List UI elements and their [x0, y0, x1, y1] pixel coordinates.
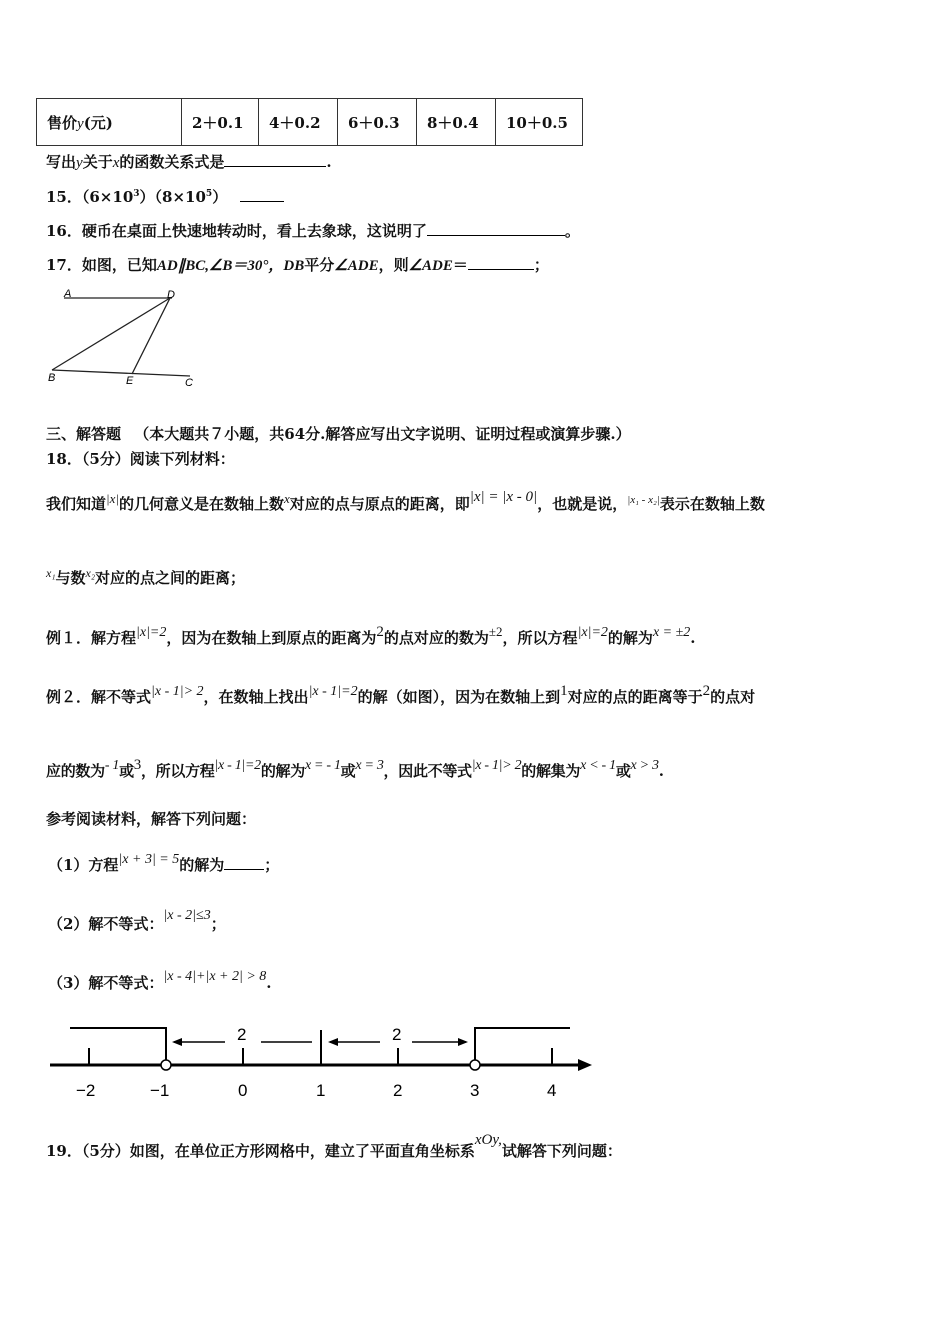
q-end: ；	[533, 256, 549, 274]
q-text: 16．硬币在桌面上快速地转动时，看上去象球，这说明了	[46, 222, 427, 240]
v: x	[112, 155, 120, 171]
label-c: C	[185, 377, 193, 389]
tick-label: 3	[470, 1081, 480, 1100]
tick-label: 0	[238, 1081, 248, 1100]
tick-labels	[76, 1081, 556, 1100]
q-text: ＝	[452, 256, 468, 274]
table-row	[37, 99, 583, 146]
t: ，也就是说，	[537, 495, 628, 513]
t: 对应的点的距离等于	[567, 688, 703, 706]
tick-label: −2	[76, 1081, 96, 1100]
t: 或	[119, 762, 134, 780]
t: ，在数轴上找出	[203, 688, 309, 706]
expr: （6×10	[81, 188, 134, 206]
t: 或	[615, 762, 631, 780]
t: .	[326, 153, 332, 171]
math: |x - 2|≤3	[163, 908, 211, 923]
ticks	[89, 1030, 552, 1065]
tick-label: 2	[393, 1081, 403, 1100]
example-2	[46, 683, 756, 707]
section-3-header	[46, 423, 631, 444]
distance-label-right: 2	[392, 1025, 402, 1044]
math: x₂	[85, 566, 96, 580]
arrowhead	[458, 1038, 468, 1046]
math: 2	[376, 624, 384, 640]
header-unit: (元)	[83, 113, 113, 132]
label-b: B	[48, 372, 56, 384]
q-text: ，则	[378, 256, 409, 274]
math: |x - 1|> 2	[471, 758, 522, 773]
t: 例１．解方程	[46, 629, 137, 647]
t: ，因此不等式	[383, 762, 472, 780]
table-cell: 2＋0.1	[182, 99, 259, 146]
tick-label: −1	[150, 1081, 170, 1100]
t: 的点对应的数为	[383, 629, 489, 647]
t: 的函数关系式是	[119, 153, 225, 171]
t: 与数	[55, 569, 86, 587]
header-label: 售价	[47, 113, 78, 132]
math: xOy,	[474, 1132, 502, 1148]
t: .	[690, 629, 696, 647]
distance-label-left: 2	[237, 1025, 247, 1044]
number-line-figure	[40, 1018, 600, 1104]
solution-ray-left	[70, 1028, 166, 1065]
math: |x|=2	[577, 625, 608, 640]
math: |x₁ - x₂|	[627, 494, 660, 506]
table-cell: 10＋0.5	[496, 99, 583, 146]
label-a: A	[64, 288, 72, 300]
example-1	[46, 624, 696, 648]
t: .	[658, 762, 664, 780]
v: y	[76, 155, 83, 171]
function-relation-line	[46, 151, 332, 172]
t: 例２．解不等式	[46, 688, 152, 706]
exponent: 3	[133, 189, 140, 199]
t: 的点对	[710, 688, 756, 706]
q-math: ∠ADE	[334, 258, 379, 274]
q-num: 15．	[46, 188, 82, 206]
q18-part-2	[48, 908, 226, 934]
open-circle-3	[470, 1060, 480, 1070]
example-2-continued	[46, 757, 664, 781]
t: 19．（5分）如图，在单位正方形网格中，建立了平面直角坐标系	[46, 1142, 475, 1160]
q-math: ∠ADE	[408, 258, 453, 274]
reference-line: 参考阅读材料，解答下列问题：	[46, 810, 257, 828]
t: 的解为	[179, 856, 225, 874]
t: ，因为在数轴上到原点的距离为	[166, 629, 377, 647]
t: ；	[264, 856, 280, 874]
t: 应的数为	[46, 762, 105, 780]
t: 的解（如图），因为在数轴上到	[357, 688, 561, 706]
math: - 1	[104, 758, 120, 773]
question-15	[46, 186, 284, 207]
question-17	[46, 254, 549, 275]
arrowhead	[172, 1038, 182, 1046]
t: 关于	[82, 153, 113, 171]
t: 试解答下列问题：	[501, 1142, 622, 1160]
q18-part-1	[48, 854, 279, 875]
expr: ）	[212, 188, 228, 206]
solution-ray-right	[475, 1028, 570, 1065]
label-d: D	[167, 289, 175, 301]
math: x = 3	[355, 758, 384, 773]
math: x	[283, 491, 290, 506]
math: |x|=2	[136, 625, 167, 640]
math: |x|	[106, 491, 119, 506]
t: ，所以方程	[502, 629, 578, 647]
table-cell: 4＋0.2	[259, 99, 338, 146]
math: |x - 1|=2	[308, 684, 358, 699]
t: 表示在数轴上数	[659, 495, 765, 513]
tick-label: 1	[316, 1081, 326, 1100]
header-var: y	[77, 115, 84, 132]
t: 或	[340, 762, 356, 780]
answer-blank[interactable]	[224, 152, 326, 167]
math: x = - 1	[304, 758, 341, 773]
table-cell: 8＋0.4	[417, 99, 496, 146]
t: .	[266, 974, 272, 992]
q18-paragraph-1	[46, 489, 765, 514]
q18-part-3	[48, 969, 272, 993]
math: 3	[133, 757, 141, 773]
t: 写出	[46, 153, 77, 171]
q-text: 平分	[304, 256, 335, 274]
answer-blank[interactable]	[224, 855, 264, 870]
question-19	[46, 1132, 622, 1161]
open-circle-minus-1	[161, 1060, 171, 1070]
q-math: AD∥BC,∠B＝30°，DB	[156, 258, 305, 274]
table-header-cell	[37, 99, 182, 146]
question-16	[46, 220, 580, 241]
t: （2）解不等式：	[48, 915, 164, 933]
math: x > 3	[630, 758, 659, 773]
t: 的解为	[260, 762, 305, 780]
table-cell: 6＋0.3	[338, 99, 417, 146]
t: 的解为	[607, 629, 653, 647]
tick-label: 4	[547, 1081, 557, 1100]
math: x < - 1	[580, 758, 616, 773]
line-bc	[52, 370, 190, 376]
t: 对应的点之间的距离；	[95, 569, 246, 587]
q-end: 。	[564, 222, 580, 240]
section-title: 三、解答题	[46, 425, 122, 443]
t: （1）方程	[48, 856, 119, 874]
t: ，所以方程	[140, 762, 215, 780]
math: 1	[560, 683, 568, 699]
math: x₁	[46, 566, 56, 580]
math: |x - 1|=2	[214, 758, 261, 773]
math: |x - 1|> 2	[151, 684, 204, 699]
math: 2	[702, 683, 711, 699]
answer-blank[interactable]	[468, 255, 534, 270]
t: ；	[210, 915, 226, 933]
arrowhead	[328, 1038, 338, 1046]
q-text: 17．如图，已知	[46, 256, 157, 274]
figure-17	[42, 284, 202, 392]
section-desc: （本大题共７小题，共64分.解答应写出文字说明、证明过程或演算步骤.）	[134, 425, 631, 443]
math: |x - 4|+|x + 2| > 8	[163, 969, 267, 984]
math: x = ±2	[652, 625, 691, 640]
t: 对应的点与原点的距离，即	[289, 495, 470, 513]
math: |x + 3| = 5	[118, 852, 180, 867]
expr: ）（8×10	[139, 188, 206, 206]
axis-arrowhead	[578, 1059, 592, 1071]
t: 的几何意义是在数轴上数	[118, 495, 284, 513]
t: （3）解不等式：	[48, 974, 164, 992]
q18-paragraph-2	[46, 567, 245, 588]
answer-blank[interactable]	[427, 221, 565, 236]
question-18-head: 18．（5分）阅读下列材料：	[46, 450, 235, 468]
exponent: 5	[205, 189, 213, 199]
math: ±2	[488, 624, 503, 639]
math: |x| = |x - 0|	[469, 489, 538, 505]
label-e: E	[126, 375, 134, 387]
answer-blank[interactable]	[240, 187, 284, 202]
t: 我们知道	[46, 495, 107, 513]
t: 的解集为	[521, 762, 581, 780]
price-table	[36, 98, 583, 146]
